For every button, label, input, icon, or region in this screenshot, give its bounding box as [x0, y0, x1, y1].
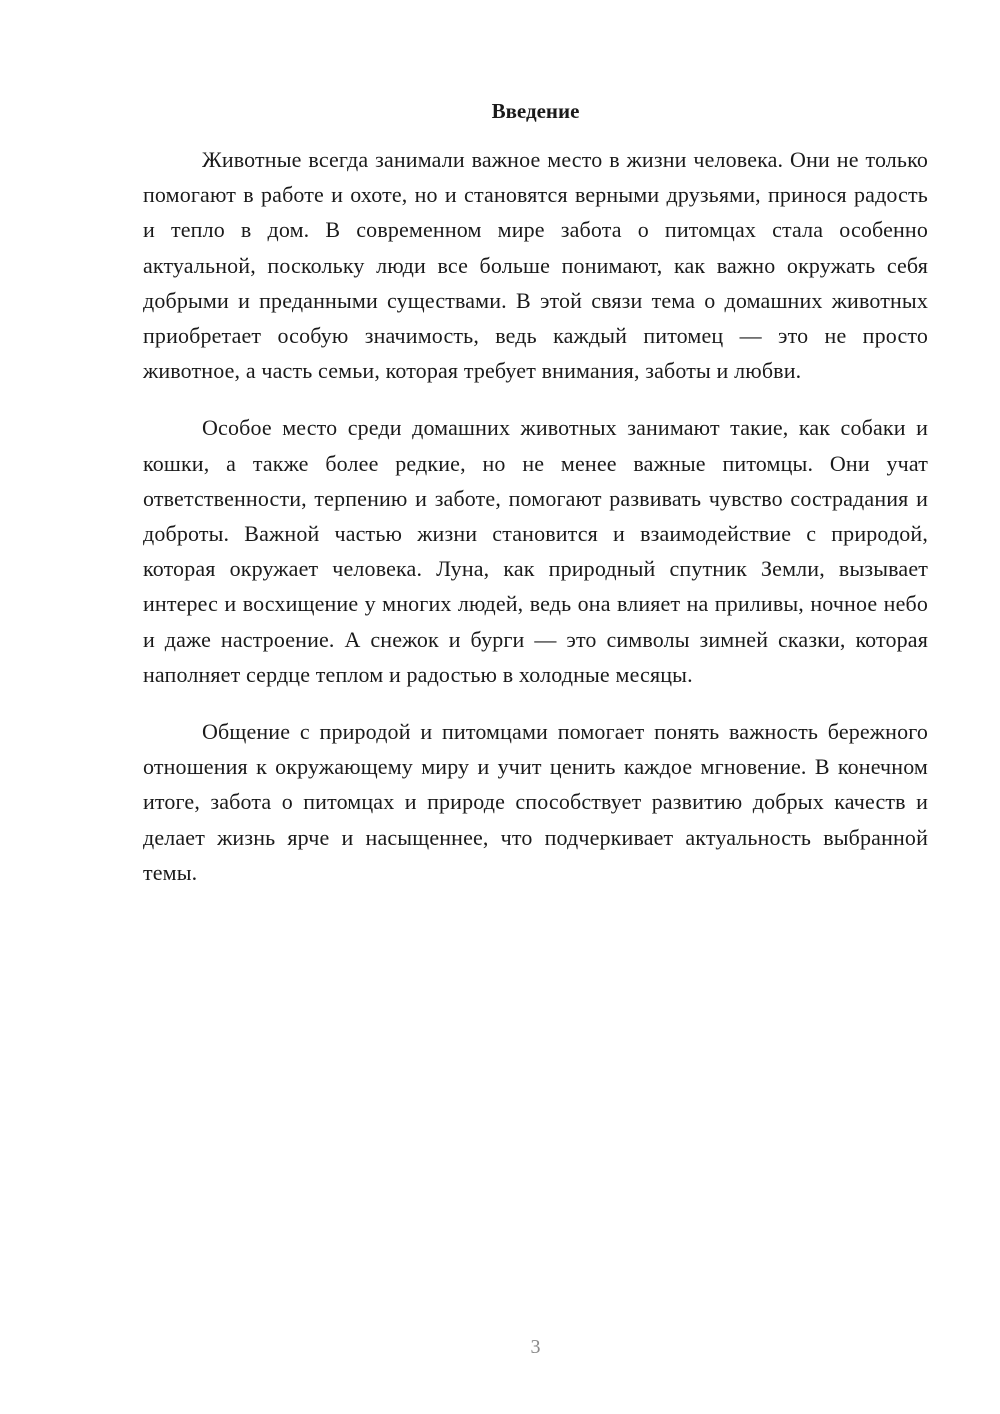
- page-number: 3: [530, 1336, 541, 1358]
- section-heading: Введение: [491, 99, 580, 123]
- paragraph-1: Животные всегда занимали важное место в жизни человека. Они не только помогают в работе и охоте, но и становятся верными друзьями, принося радость и тепло в дом. В современном мире забота о питомцах стала особенно актуальной, поскольку люди все больше понимают, как важно окружать себя добрыми и преданными существами. В этой связи тема о домашних животных приобретает особую значимость, ведь каждый питомец — это не просто животное, а часть семьи, которая требует внимания, заботы и любви.: [143, 147, 928, 384]
- paragraph-3: Общение с природой и питомцами помогает понять важность бережного отношения к окружающему миру и учит ценить каждое мгновение. В конечном итоге, забота о питомцах и природе способствует развитию добрых качеств и делает жизнь ярче и насыщеннее, что подчеркивает актуальность выбранной темы.: [143, 719, 928, 885]
- body-text: [143, 142, 928, 912]
- paragraph-2: Особое место среди домашних животных занимают такие, как собаки и кошки, а также более редкие, но не менее важные питомцы. Они учат ответственности, терпению и заботе, помогают развивать чувство сострадания и доброты. Важной частью жизни становится и взаимодействие с природой, которая окружает человека. Луна, как природный спутник Земли, вызывает интерес и восхищение у многих людей, ведь она влияет на приливы, ночное небо и даже настроение. А снежок и бурги — это символы зимней сказки, которая наполняет сердце теплом и радостью в холодные месяцы.: [143, 415, 928, 687]
